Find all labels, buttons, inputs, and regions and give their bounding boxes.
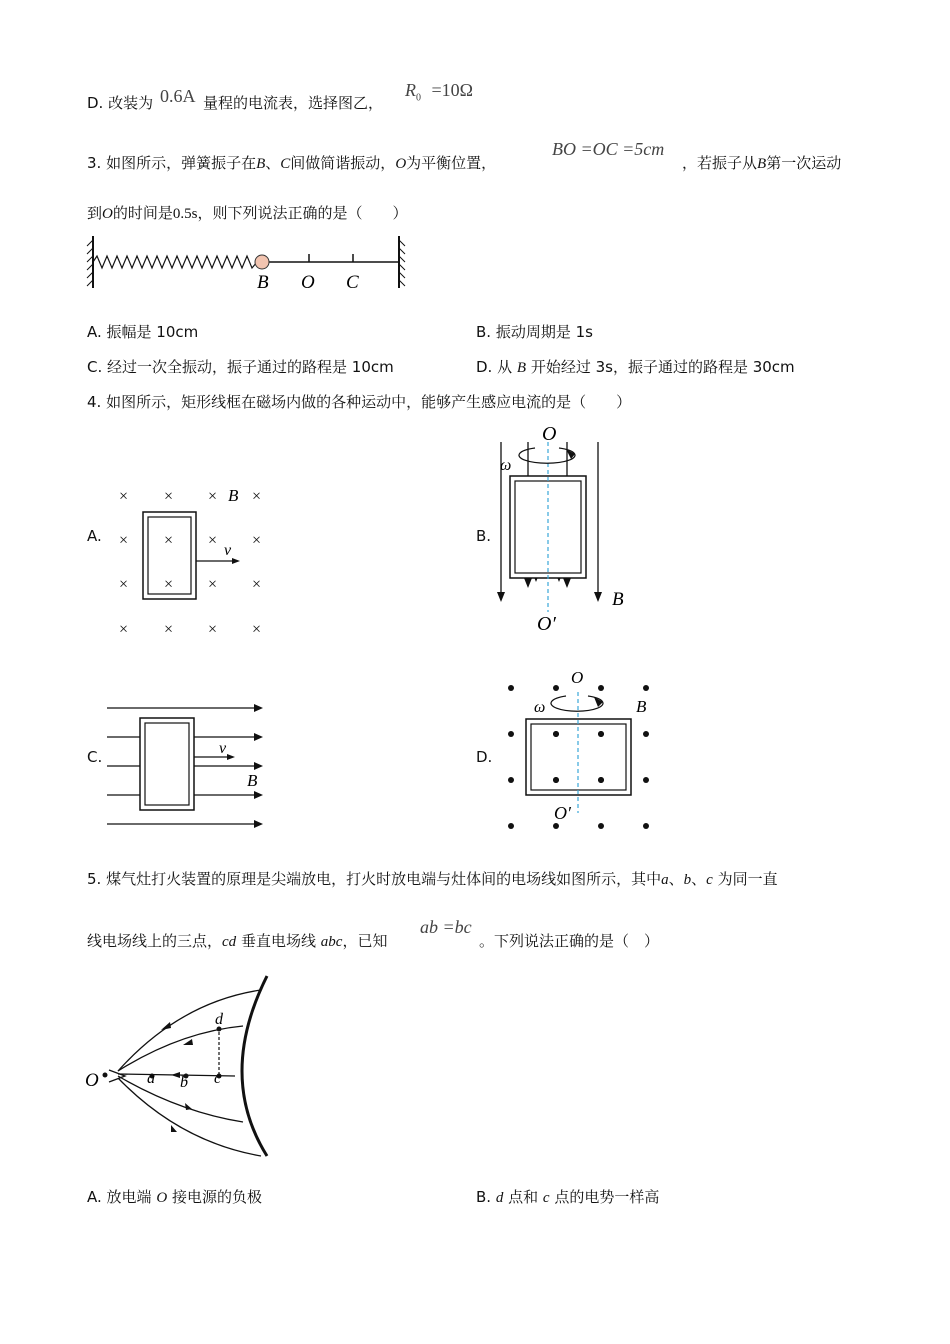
spring <box>93 256 257 268</box>
q4-figure-d <box>500 668 660 833</box>
q2-range-value: 0.6A <box>160 86 196 106</box>
fig5-c: c <box>214 1070 222 1087</box>
fig5-b: b <box>180 1074 188 1091</box>
svg-text:×: × <box>118 532 129 549</box>
fig-b-o: O <box>542 423 557 445</box>
q4-option-b-label[interactable]: B. <box>476 527 492 545</box>
q3-equation: BO =OC =5cm <box>552 139 665 159</box>
q5-stem-line2: 线电场线上的三点，cd 垂直电场线 abc，已知 <box>87 932 388 950</box>
q2-option-d-middle: 量程的电流表，选择图乙， <box>203 94 384 112</box>
q3-stem-line1-end: ，若振子从B第一次运动 <box>682 154 842 172</box>
q4-stem: 4. 如图所示，矩形线框在磁场内做的各种运动中，能够产生感应电流的是（ ） <box>87 393 632 411</box>
fig-d-o2: O′ <box>554 803 571 823</box>
q4-figure-c <box>105 700 275 830</box>
svg-text:×: × <box>251 488 262 505</box>
q5-stem-line1: 5. 煤气灶打火装置的原理是尖端放电，打火时放电端与灶体间的电场线如图所示，其中a、b、c 为同一直 <box>87 870 778 888</box>
fig5-a: a <box>147 1070 155 1087</box>
q5-field-figure <box>85 972 285 1162</box>
q3-stem-line2: 到O的时间是0.5s，则下列说法正确的是（ ） <box>87 204 408 222</box>
svg-text:×: × <box>251 576 262 593</box>
q2-option-d: D. 改装为 <box>87 94 154 112</box>
q3-option-d[interactable]: D. 从 B 开始经过 3s，振子通过的路程是 30cm <box>476 358 795 376</box>
q2-resistor: $R_0 =10\Omega$ <box>405 80 474 104</box>
svg-text:×: × <box>163 488 174 505</box>
fig-d-o: O <box>571 668 584 687</box>
fig5-o: O <box>85 1070 99 1091</box>
svg-text:×: × <box>118 488 129 505</box>
q4-option-d-label[interactable]: D. <box>476 748 493 766</box>
svg-text:×: × <box>207 532 218 549</box>
fig-c-v: v <box>219 740 227 757</box>
svg-text:×: × <box>163 576 174 593</box>
fig-a-v: v <box>224 542 232 559</box>
fig-b-b: B <box>612 589 624 610</box>
svg-text:×: × <box>163 621 174 638</box>
q5-option-a[interactable]: A. 放电端 O 接电源的负极 <box>87 1188 262 1206</box>
q3-stem-line1: 3. 如图所示，弹簧振子在B、C间做简谐振动，O为平衡位置， <box>87 154 497 172</box>
q4-option-c-label[interactable]: C. <box>87 748 103 766</box>
q5-option-b[interactable]: B. d 点和 c 点的电势一样高 <box>476 1188 660 1206</box>
fig-d-w: ω <box>534 699 546 716</box>
fig-b-w: ω <box>500 457 512 474</box>
svg-text:×: × <box>163 532 174 549</box>
svg-text:×: × <box>207 621 218 638</box>
fig-d-b: B <box>636 697 647 716</box>
q4-figure-a <box>112 483 282 638</box>
q3-option-c[interactable]: C. 经过一次全振动，振子通过的路程是 10cm <box>87 358 394 376</box>
fig5-d: d <box>215 1011 223 1028</box>
label-b: B <box>257 272 269 293</box>
svg-text:×: × <box>251 621 262 638</box>
q4-figure-b <box>495 424 645 634</box>
spring-oscillator-figure <box>85 232 415 292</box>
svg-text:×: × <box>207 576 218 593</box>
fig-a-b: B <box>228 486 239 505</box>
q3-option-b[interactable]: B. 振动周期是 1s <box>476 323 593 341</box>
q3-option-a[interactable]: A. 振幅是 10cm <box>87 323 199 341</box>
label-c: C <box>346 272 359 293</box>
svg-text:×: × <box>207 488 218 505</box>
fig-c-b: B <box>247 771 258 790</box>
fig-b-o2: O′ <box>537 613 556 635</box>
svg-text:×: × <box>251 532 262 549</box>
label-o: O <box>301 272 315 293</box>
svg-text:×: × <box>118 621 129 638</box>
svg-text:×: × <box>118 576 129 593</box>
q5-equation: ab =bc <box>420 917 472 937</box>
q4-option-a-label[interactable]: A. <box>87 527 102 545</box>
q5-stem-line2-end: 。下列说法正确的是（ ） <box>479 932 660 950</box>
oscillator-ball <box>255 255 269 269</box>
